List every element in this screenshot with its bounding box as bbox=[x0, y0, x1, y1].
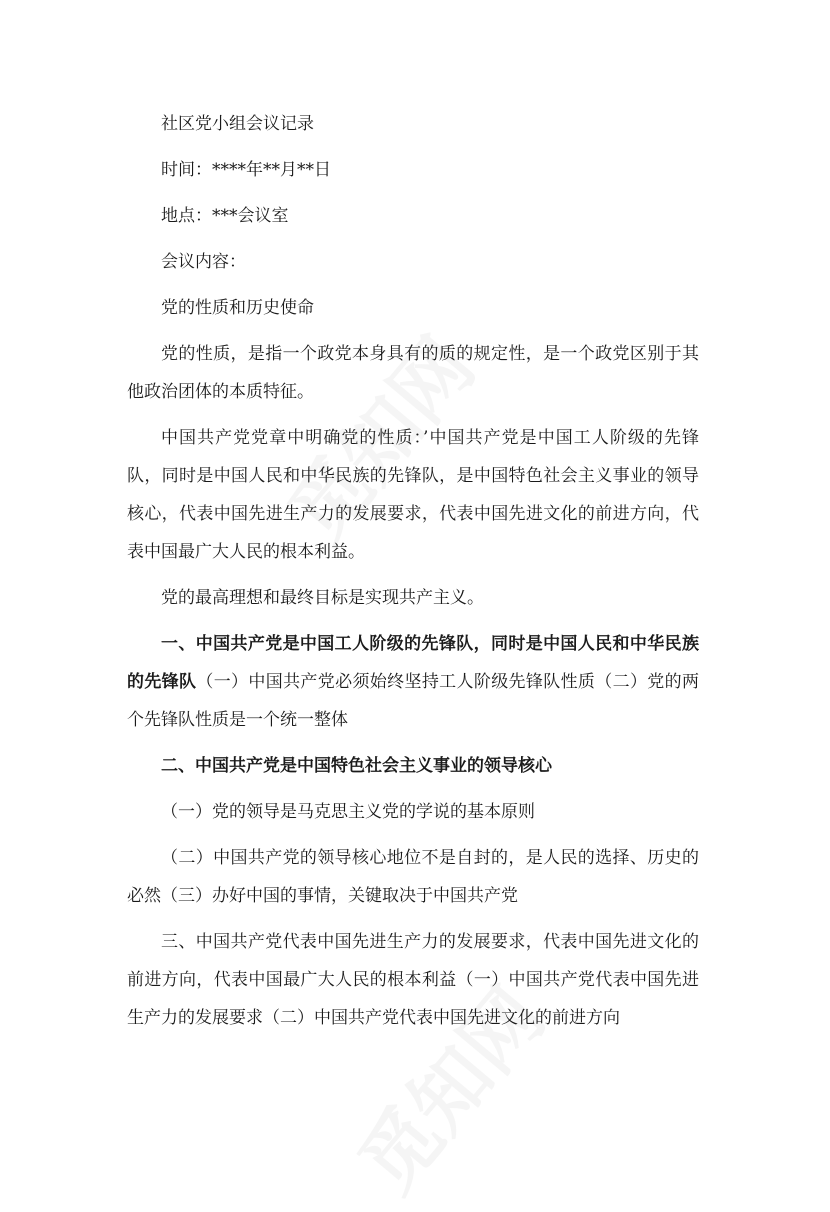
point-one-details: （一）中国共产党必须始终坚持工人阶级先锋队性质（二）党的两个先锋队性质是一个统一整体 bbox=[127, 672, 699, 730]
point-one bbox=[127, 625, 699, 739]
point-one-heading: 一、中国共产党是中国工人阶级的先锋队，同时是中国人民和中华民族的先锋队 bbox=[127, 634, 699, 692]
point-two-heading: 二、中国共产党是中国特色社会主义事业的领导核心 bbox=[161, 756, 552, 776]
meeting-time: 时间：****年**月**日 bbox=[161, 160, 331, 180]
section-heading: 党的性质和历史使命 bbox=[161, 298, 314, 318]
content-label: 会议内容： bbox=[161, 252, 246, 272]
document-body bbox=[127, 105, 699, 1045]
paragraph-party-constitution: 中国共产党党章中明确党的性质：’中国共产党是中国工人阶级的先锋队，同时是中国人民和中华民族的先锋队，是中国特色社会主义事业的领导核心，代表中国先进生产力的发展要求，代表中国先进文化的前进方向，代表中国最广大人民的根本利益。 bbox=[127, 428, 699, 562]
document-title: 社区党小组会议记录 bbox=[161, 114, 314, 134]
point-two-sub-two: （二）中国共产党的领导核心地位不是自封的，是人民的选择、历史的必然（三）办好中国的事情，关键取决于中国共产党 bbox=[127, 848, 699, 906]
paragraph-ultimate-goal: 党的最高理想和最终目标是实现共产主义。 bbox=[161, 588, 484, 608]
paragraph-party-nature: 党的性质，是指一个政党本身具有的质的规定性，是一个政党区别于其他政治团体的本质特征。 bbox=[127, 344, 699, 402]
point-two-sub-one: （一）党的领导是马克思主义党的学说的基本原则 bbox=[161, 802, 535, 822]
meeting-place: 地点：***会议室 bbox=[161, 206, 289, 226]
point-three: 三、中国共产党代表中国先进生产力的发展要求，代表中国先进文化的前进方向，代表中国最广大人民的根本利益（一）中国共产党代表中国先进生产力的发展要求（二）中国共产党代表中国先进文化的前进方向 bbox=[127, 932, 699, 1028]
